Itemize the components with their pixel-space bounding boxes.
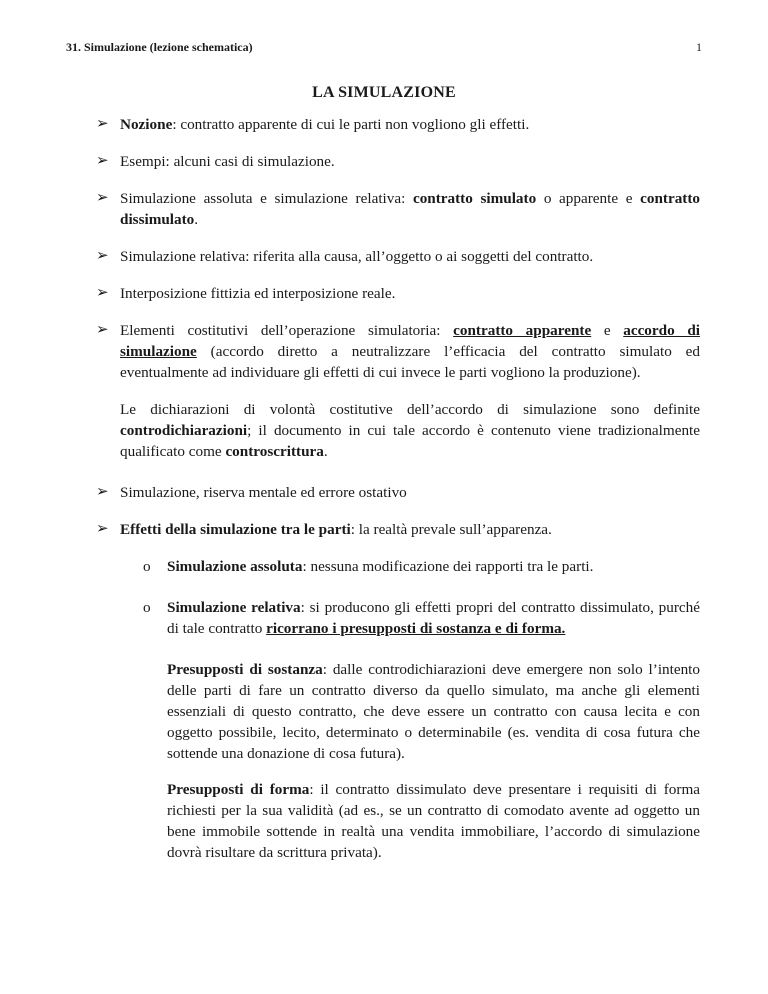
text-interposizione: Interposizione fittizia ed interposizione reale.: [120, 285, 396, 302]
paragraph-forma: [96, 779, 700, 863]
arrow-bullet-icon: ➢: [96, 484, 109, 500]
text-segment: e: [591, 322, 624, 339]
text-segment: .: [194, 211, 199, 228]
arrow-bullet-icon: ➢: [96, 285, 109, 301]
document-body: [96, 114, 700, 877]
page-header: [66, 40, 702, 56]
text-segment: .: [323, 443, 328, 460]
term-controdichiarazioni: controdichiarazioni: [120, 422, 248, 439]
term-presupposti-sostanza: Presupposti di sostanza: [167, 661, 323, 678]
text-segment: Simulazione assoluta e simulazione relativa:: [120, 190, 413, 207]
bullet-nozione: [96, 114, 700, 135]
subbullet-assoluta: [96, 556, 700, 577]
text-forma: : il contratto dissimulato deve presentare i requisiti di forma richiesti per la sua validità (ad es., se un contratto di comodato avente ad oggetto un bene immobile sottende in realtà una vendita immobiliare, l’accordo di simulazione dovrà risultare da scrittura privata).: [167, 781, 700, 862]
page-title: LA SIMULAZIONE: [312, 84, 456, 101]
bullet-elementi: [96, 320, 700, 383]
term-effetti: Effetti della simulazione tra le parti: [120, 521, 351, 538]
bullet-interposizione: [96, 283, 700, 304]
text-sub-assoluta: : nessuna modificazione dei rapporti tra le parti.: [302, 558, 594, 575]
arrow-bullet-icon: ➢: [96, 153, 109, 169]
paragraph-sostanza: [96, 659, 700, 764]
text-relativa: Simulazione relativa: riferita alla causa, all’oggetto o ai soggetti del contratto.: [120, 248, 594, 265]
text-segment: Elementi costitutivi dell’operazione simulatoria:: [120, 322, 454, 339]
arrow-bullet-icon: ➢: [96, 322, 109, 338]
circle-bullet-icon: o: [143, 558, 151, 575]
text-esempi: Esempi: alcuni casi di simulazione.: [120, 153, 335, 170]
arrow-bullet-icon: ➢: [96, 190, 109, 206]
paragraph-dichiarazioni: [96, 399, 700, 462]
arrow-bullet-icon: ➢: [96, 521, 109, 537]
term-contratto-dissimulato: contratto dissimulato: [120, 190, 700, 228]
page-number: 1: [696, 40, 702, 54]
bullet-relativa: [96, 246, 700, 267]
bullet-esempi: [96, 151, 700, 172]
text-segment: : si producono gli effetti propri del contratto dissimulato, purché di tale contratto: [167, 599, 701, 637]
term-presupposti-forma: Presupposti di forma: [167, 781, 310, 799]
term-accordo-simulazione: accordo di simulazione: [120, 322, 700, 360]
bullet-assoluta-relativa: [96, 188, 700, 230]
text-riserva: Simulazione, riserva mentale ed errore ostativo: [120, 484, 407, 501]
term-simulazione-relativa: Simulazione relativa: [167, 599, 301, 616]
text-effetti: : la realtà prevale sull’apparenza.: [350, 521, 552, 538]
arrow-bullet-icon: ➢: [96, 248, 109, 264]
term-contratto-simulato: contratto simulato: [412, 190, 537, 207]
text-segment: o apparente e: [536, 190, 641, 207]
text-nozione: : contratto apparente di cui le parti non vogliono gli effetti.: [172, 116, 530, 133]
text-segment: (accordo diretto a neutralizzare l’efficacia del contratto simulato ed eventualmente ad individuare gli effetti di cui invece le parti vogliono la produzione).: [120, 343, 700, 381]
term-nozione: Nozione: [120, 116, 173, 133]
term-controscrittura: controscrittura: [225, 443, 324, 460]
subbullet-relativa: [96, 597, 700, 639]
bullet-riserva: [96, 482, 700, 503]
text-segment: Le dichiarazioni di volontà costitutive dell’accordo di simulazione sono definite: [120, 401, 700, 418]
term-simulazione-assoluta: Simulazione assoluta: [167, 558, 303, 575]
term-presupposti: ricorrano i presupposti di sostanza e di forma.: [266, 620, 566, 637]
text-sostanza: : dalle controdichiarazioni deve emergere non solo l’intento delle parti di fare un contratto diverso da quello simulato, ma anche gli elementi essenziali di questo contratto, che deve essere un contratto con causa lecita e con oggetto possibile, lecito, determinato o determinabile (es. vendita di cosa futura che sottende una donazione di cosa futura).: [167, 661, 700, 762]
circle-bullet-icon: o: [143, 599, 151, 616]
arrow-bullet-icon: ➢: [96, 116, 109, 132]
bullet-effetti: [96, 519, 700, 540]
header-title: 31. Simulazione (lezione schematica): [66, 40, 253, 54]
text-segment: ; il documento in cui tale accordo è contenuto viene tradizionalmente qualificato come: [120, 422, 700, 460]
term-contratto-apparente: contratto apparente: [453, 322, 592, 339]
